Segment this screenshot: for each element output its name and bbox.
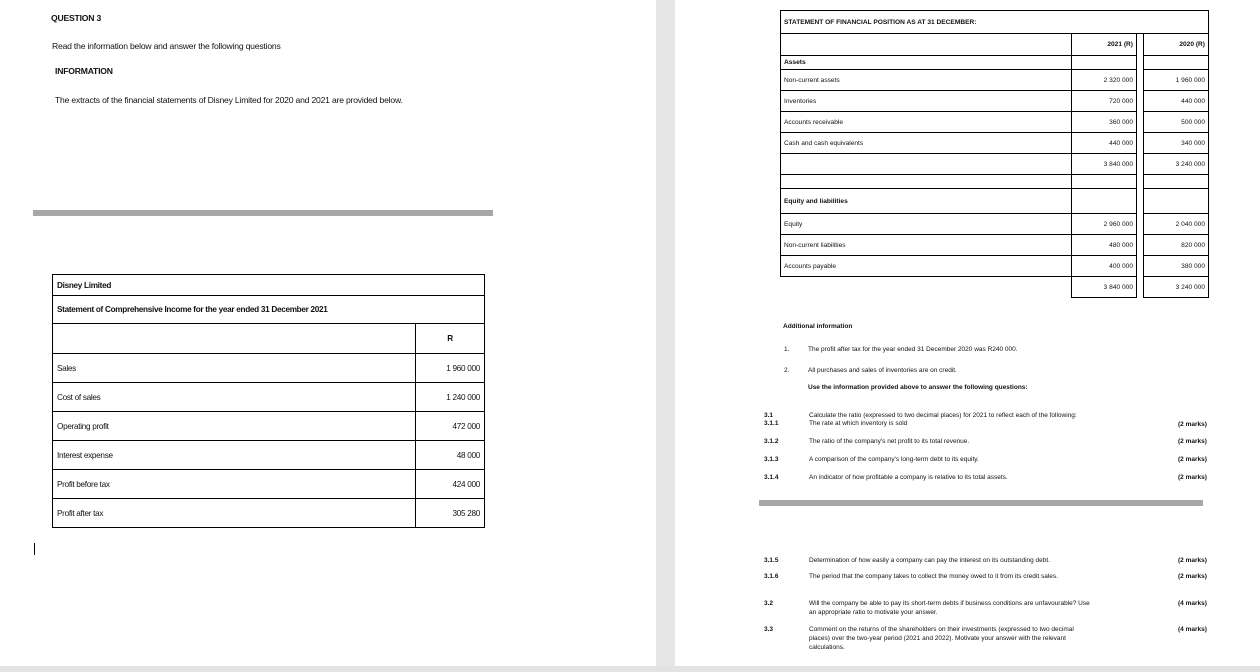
gap-cell xyxy=(1137,235,1144,256)
question-number: 3.1.6 xyxy=(764,573,779,580)
gap-cell xyxy=(1137,56,1144,70)
row-value: 1 240 000 xyxy=(416,383,485,412)
question-marks: (2 marks) xyxy=(1178,438,1207,445)
text-cursor[interactable] xyxy=(34,543,35,555)
info-item-number: 2. xyxy=(784,367,790,374)
currency-header-cell: R xyxy=(416,324,485,354)
table-row xyxy=(781,235,1209,256)
blank-cell xyxy=(1072,175,1137,189)
value-2021: 480 000 xyxy=(1072,235,1137,256)
question-marks: (2 marks) xyxy=(1178,421,1207,428)
blank-cell xyxy=(1072,189,1137,214)
row-value: 1 960 000 xyxy=(416,354,485,383)
row-value: 48 000 xyxy=(416,441,485,470)
assets-heading-cell: Assets xyxy=(781,56,1072,70)
page-gutter xyxy=(656,0,675,672)
question-text: calculations. xyxy=(809,644,845,651)
question-text: an appropriate ratio to motivate your answer. xyxy=(809,609,938,616)
table-row xyxy=(781,91,1209,112)
equity-total-2020: 3 240 000 xyxy=(1144,277,1209,298)
gap-cell xyxy=(1137,112,1144,133)
gap-cell xyxy=(1137,154,1144,175)
question-text: places) over the two-year period (2021 and 2022). Motivate your answer with the relevant xyxy=(809,635,1066,642)
question-text: The rate at which inventory is sold xyxy=(809,420,908,427)
blank-cell xyxy=(781,34,1072,56)
col-2021-header: 2021 (R) xyxy=(1072,34,1137,56)
value-2020: 1 960 000 xyxy=(1144,70,1209,91)
gap-cell xyxy=(1137,214,1144,235)
q31-number: 3.1 xyxy=(764,412,774,419)
question-text: Determination of how easily a company can pay the interest on its outstanding debt. xyxy=(809,557,1051,564)
question-text: Will the company be able to pay its short-term debts if business conditions are unfavourable? Use xyxy=(809,600,1090,607)
row-label: Cash and cash equivalents xyxy=(781,133,1072,154)
row-label: Non-current liabilities xyxy=(781,235,1072,256)
header-blank-cell xyxy=(53,324,416,354)
section-divider xyxy=(759,500,1203,506)
gap-cell xyxy=(1137,277,1144,298)
value-2020: 820 000 xyxy=(1144,235,1209,256)
value-2021: 440 000 xyxy=(1072,133,1137,154)
row-label: Inventories xyxy=(781,91,1072,112)
value-2020: 2 040 000 xyxy=(1144,214,1209,235)
gap-cell xyxy=(1137,70,1144,91)
table-row xyxy=(781,112,1209,133)
income-statement-table xyxy=(52,274,485,528)
col-2020-header: 2020 (R) xyxy=(1144,34,1209,56)
row-value: 424 000 xyxy=(416,470,485,499)
value-2021: 360 000 xyxy=(1072,112,1137,133)
table-row xyxy=(53,412,485,441)
table-row xyxy=(53,354,485,383)
gap-cell xyxy=(1137,256,1144,277)
row-label: Cost of sales xyxy=(53,383,416,412)
row-label: Non-current assets xyxy=(781,70,1072,91)
gap-cell xyxy=(1137,34,1144,56)
equity-total-row xyxy=(781,277,1209,298)
blank-cell xyxy=(1144,56,1209,70)
right-document-page xyxy=(675,0,1260,672)
gap-cell xyxy=(1137,133,1144,154)
question-number: 3.2 xyxy=(764,600,774,607)
question-text: A comparison of the company's long-term debt to its equity. xyxy=(809,456,979,463)
question-marks: (2 marks) xyxy=(1178,573,1207,580)
question-text: An indicator of how profitable a company is relative to its total assets. xyxy=(809,474,1008,481)
question-number: 3.1.3 xyxy=(764,456,779,463)
bottom-scroll-strip[interactable] xyxy=(0,666,1260,672)
gap-cell xyxy=(1137,175,1144,189)
value-2021: 2 320 000 xyxy=(1072,70,1137,91)
value-2020: 380 000 xyxy=(1144,256,1209,277)
value-2020: 440 000 xyxy=(1144,91,1209,112)
assets-total-2021: 3 840 000 xyxy=(1072,154,1137,175)
row-value: 305 280 xyxy=(416,499,485,528)
blank-cell xyxy=(1072,56,1137,70)
blank-cell xyxy=(781,277,1072,298)
row-label: Sales xyxy=(53,354,416,383)
row-value: 472 000 xyxy=(416,412,485,441)
row-label: Equity xyxy=(781,214,1072,235)
table-row xyxy=(781,214,1209,235)
sfp-title-cell: STATEMENT OF FINANCIAL POSITION AS AT 31 DECEMBER: xyxy=(781,11,1209,34)
spacer-row xyxy=(781,175,1209,189)
blank-cell xyxy=(1144,189,1209,214)
question-number: 3.3 xyxy=(764,626,774,633)
gap-cell xyxy=(1137,91,1144,112)
table-row xyxy=(53,470,485,499)
value-2021: 400 000 xyxy=(1072,256,1137,277)
blank-cell xyxy=(781,154,1072,175)
financial-position-table xyxy=(780,10,1209,298)
info-item-text: All purchases and sales of inventories are on credit. xyxy=(808,367,957,374)
instruction-text: Read the information below and answer the following questions xyxy=(52,41,281,51)
question-marks: (2 marks) xyxy=(1178,474,1207,481)
info-item-number: 1. xyxy=(784,346,790,353)
blank-cell xyxy=(781,175,1072,189)
question-number: 3.1.2 xyxy=(764,438,779,445)
company-name-cell: Disney Limited xyxy=(53,275,485,296)
use-info-instruction: Use the information provided above to answer the following questions: xyxy=(808,384,1028,391)
row-label: Profit before tax xyxy=(53,470,416,499)
value-2020: 500 000 xyxy=(1144,112,1209,133)
table-row xyxy=(781,256,1209,277)
row-label: Operating profit xyxy=(53,412,416,441)
question-text: The period that the company takes to collect the money owed to it from its credit sales. xyxy=(809,573,1058,580)
row-label: Interest expense xyxy=(53,441,416,470)
intro-text: The extracts of the financial statements of Disney Limited for 2020 and 2021 are provided below. xyxy=(55,95,403,105)
blank-cell xyxy=(1144,175,1209,189)
table-row xyxy=(53,383,485,412)
information-heading: INFORMATION xyxy=(55,66,113,76)
question-heading: QUESTION 3 xyxy=(51,13,102,23)
question-marks: (4 marks) xyxy=(1178,626,1207,633)
value-2020: 340 000 xyxy=(1144,133,1209,154)
question-text: Comment on the returns of the shareholders on their investments (expressed to two decimal xyxy=(809,626,1074,633)
equity-heading-cell: Equity and liabilities xyxy=(781,189,1072,214)
assets-total-2020: 3 240 000 xyxy=(1144,154,1209,175)
info-item-text: The profit after tax for the year ended 31 December 2020 was R240 000. xyxy=(808,346,1018,353)
question-number: 3.1.4 xyxy=(764,474,779,481)
table-row xyxy=(781,70,1209,91)
row-label: Accounts receivable xyxy=(781,112,1072,133)
value-2021: 2 960 000 xyxy=(1072,214,1137,235)
value-2021: 720 000 xyxy=(1072,91,1137,112)
gap-cell xyxy=(1137,189,1144,214)
row-label: Profit after tax xyxy=(53,499,416,528)
statement-title-cell: Statement of Comprehensive Income for the year ended 31 December 2021 xyxy=(53,296,485,324)
table-row xyxy=(53,441,485,470)
table-row xyxy=(53,499,485,528)
q31-text: Calculate the ratio (expressed to two decimal places) for 2021 to reflect each of the following: xyxy=(809,412,1077,419)
question-marks: (4 marks) xyxy=(1178,600,1207,607)
assets-total-row xyxy=(781,154,1209,175)
question-marks: (2 marks) xyxy=(1178,557,1207,564)
table-row xyxy=(781,133,1209,154)
question-number: 3.1.1 xyxy=(764,420,779,427)
additional-info-heading: Additional information xyxy=(783,323,853,330)
equity-total-2021: 3 840 000 xyxy=(1072,277,1137,298)
section-divider xyxy=(33,210,493,216)
question-text: The ratio of the company's net profit to its total revenue. xyxy=(809,438,970,445)
question-marks: (2 marks) xyxy=(1178,456,1207,463)
question-number: 3.1.5 xyxy=(764,557,779,564)
row-label: Accounts payable xyxy=(781,256,1072,277)
